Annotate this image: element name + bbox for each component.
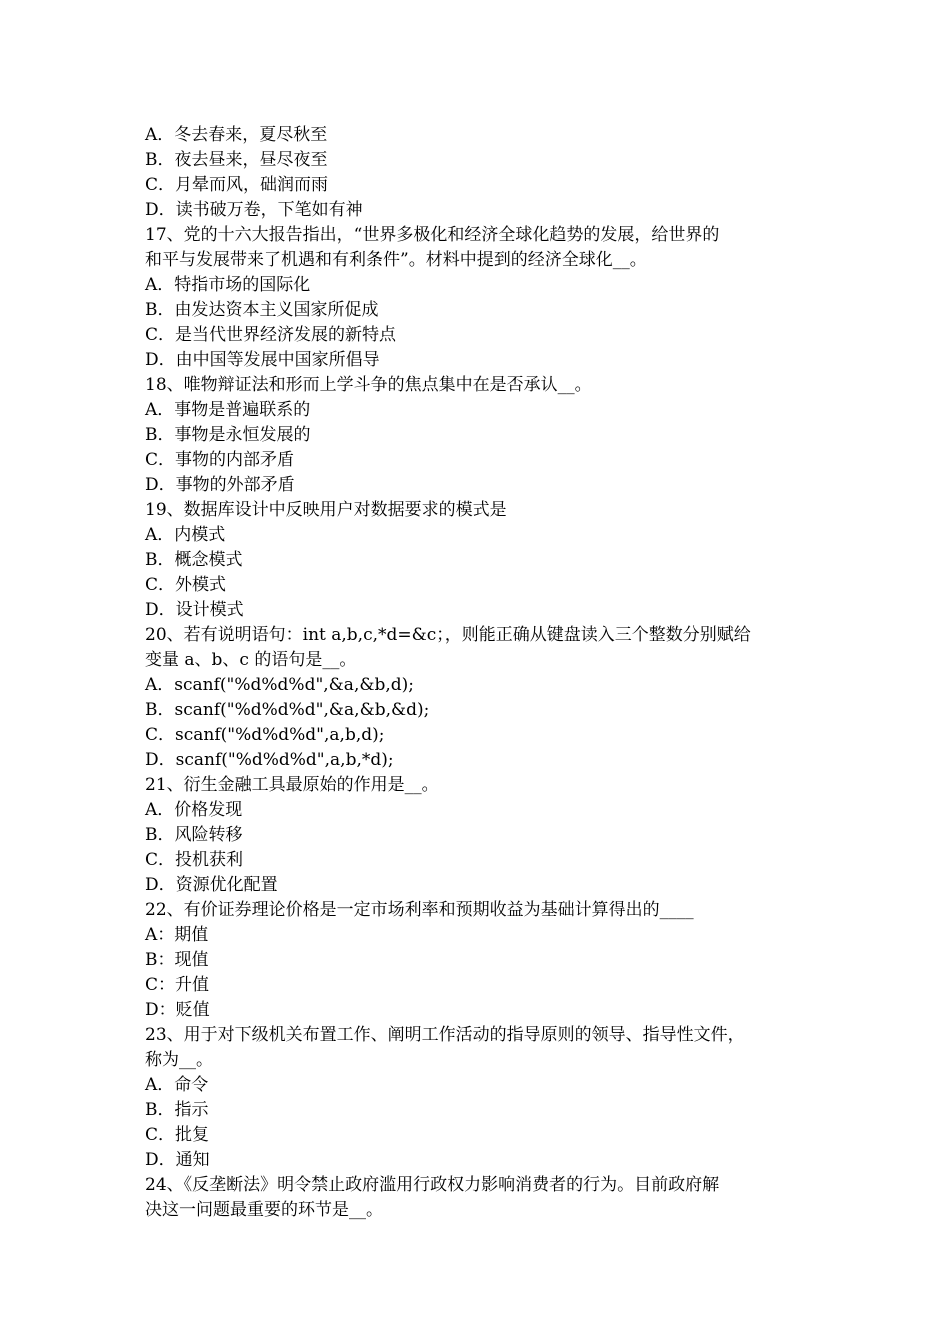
q20-stem-line-1: 20、若有说明语句：int a,b,c,*d=&c；，则能正确从键盘读入三个整数分别赋给 (145, 625, 751, 645)
q18-option-c: C．事物的内部矛盾 (145, 450, 295, 470)
document-body (145, 123, 825, 1223)
q20-option-c: C．scanf("%d%d%d",a,b,d); (145, 725, 385, 745)
q22-option-d: D：贬值 (145, 1000, 210, 1020)
q19-option-b: B．概念模式 (145, 550, 243, 570)
q22-stem: 22、有价证券理论价格是一定市场利率和预期收益为基础计算得出的____ (145, 900, 694, 920)
q17-option-d: D．由中国等发展中国家所倡导 (145, 350, 380, 370)
q19-option-a: A．内模式 (145, 525, 226, 545)
q23-stem-line-1: 23、用于对下级机关布置工作、阐明工作活动的指导原则的领导、指导性文件， (145, 1025, 745, 1045)
q22-option-b: B：现值 (145, 950, 209, 970)
q19-stem: 19、数据库设计中反映用户对数据要求的模式是 (145, 500, 507, 520)
q19-option-d: D．设计模式 (145, 600, 244, 620)
q24-stem-line-1: 24、《反垄断法》明令禁止政府滥用行政权力影响消费者的行为。目前政府解 (145, 1175, 720, 1195)
q18-option-b: B．事物是永恒发展的 (145, 425, 311, 445)
q17-stem-line-1: 17、党的十六大报告指出，“世界多极化和经济全球化趋势的发展，给世界的 (145, 225, 720, 245)
q17-option-c: C．是当代世界经济发展的新特点 (145, 325, 397, 345)
q23-option-d: D．通知 (145, 1150, 210, 1170)
q17-stem-line-2: 和平与发展带来了机遇和有利条件”。材料中提到的经济全球化__。 (145, 250, 647, 270)
q20-stem-line-2: 变量 a、b、c 的语句是__。 (145, 650, 357, 670)
q16-option-c: C．月晕而风，础润而雨 (145, 175, 329, 195)
q24-stem-line-2: 决这一问题最重要的环节是__。 (145, 1200, 383, 1220)
q16-option-b: B．夜去昼来，昼尽夜至 (145, 150, 328, 170)
q18-stem: 18、唯物辩证法和形而上学斗争的焦点集中在是否承认__。 (145, 375, 592, 395)
q16-option-d: D．读书破万卷，下笔如有神 (145, 200, 363, 220)
q21-option-a: A．价格发现 (145, 800, 243, 820)
q19-option-c: C．外模式 (145, 575, 227, 595)
q18-option-d: D．事物的外部矛盾 (145, 475, 295, 495)
q23-stem-line-2: 称为__。 (145, 1050, 213, 1070)
q17-option-b: B．由发达资本主义国家所促成 (145, 300, 379, 320)
q21-stem: 21、衍生金融工具最原始的作用是__。 (145, 775, 439, 795)
q21-option-c: C．投机获利 (145, 850, 244, 870)
q20-option-a: A．scanf("%d%d%d",&a,&b,d); (145, 675, 415, 695)
q20-option-d: D．scanf("%d%d%d",a,b,*d); (145, 750, 394, 770)
q23-option-c: C．批复 (145, 1125, 210, 1145)
q18-option-a: A．事物是普遍联系的 (145, 400, 311, 420)
q22-option-a: A：期值 (145, 925, 209, 945)
q22-option-c: C：升值 (145, 975, 210, 995)
q21-option-b: B．风险转移 (145, 825, 243, 845)
q23-option-a: A．命令 (145, 1075, 209, 1095)
q16-option-a: A．冬去春来，夏尽秋至 (145, 125, 328, 145)
q23-option-b: B．指示 (145, 1100, 209, 1120)
q21-option-d: D．资源优化配置 (145, 875, 278, 895)
q20-option-b: B．scanf("%d%d%d",&a,&b,&d); (145, 700, 430, 720)
q17-option-a: A．特指市场的国际化 (145, 275, 311, 295)
